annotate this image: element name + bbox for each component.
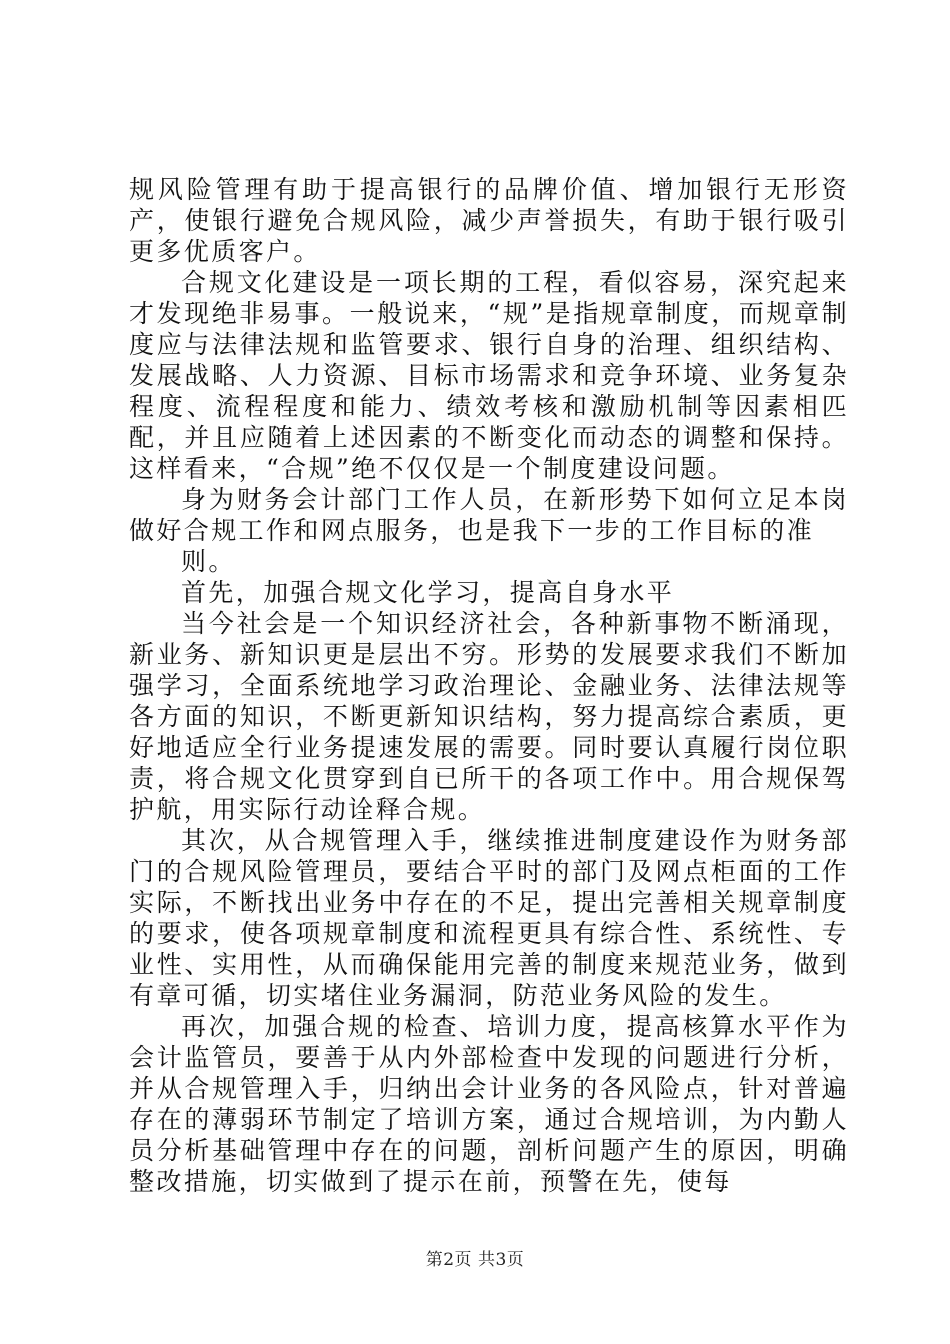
paragraph-learning: 当今社会是一个知识经济社会，各种新事物不断涌现，新业务、新知识更是层出不穷。形势的发展要求我们不断加强学习，全面系统地学习政治理论、金融业务、法律法规等各方面的知识，不断更新知识结构，努力提高综合素质，更好地适应全行业务提速发展的需要。同时要认真履行岗位职责，将合规文化贯穿到自已所干的各项工作中。用合规保驾护航，用实际行动诠释合规。 <box>129 609 849 824</box>
paragraph-continuation: 规风险管理有助于提高银行的品牌价值、增加银行无形资产，使银行避免合规风险，减少声誉损失，有助于银行吸引更多优质客户。 <box>129 175 849 266</box>
document-body <box>129 174 849 1197</box>
paragraph-third-point: 再次，加强合规的检查、培训力度，提高核算水平作为会计监管员，要善于从内外部检查中发现的问题进行分析，并从合规管理入手，归纳出会计业务的各风险点，针对普遍存在的薄弱环节制定了培训方案，通过合规培训，为内勤人员分析基础管理中存在的问题，剖析问题产生的原因，明确整改措施，切实做到了提示在前，预警在先，使每 <box>129 1012 849 1196</box>
heading-first-point: 首先，加强合规文化学习，提高自身水平 <box>181 578 675 607</box>
paragraph-role-intro-end: 则。 <box>181 547 236 576</box>
page-number-footer: 第2页 共3页 <box>425 1250 525 1270</box>
paragraph-compliance-culture: 合规文化建设是一项长期的工程，看似容易，深究起来才发现绝非易事。一般说来，“规”是指规章制度，而规章制度应与法律法规和监管要求、银行自身的治理、组织结构、发展战略、人力资源、目标市场需求和竞争环境、业务复杂程度、流程程度和能力、绩效考核和激励机制等因素相匹配，并且应随着上述因素的不断变化而动态的调整和保持。这样看来，“合规”绝不仅仅是一个制度建设问题。 <box>129 268 849 483</box>
paragraph-second-point: 其次，从合规管理入手，继续推进制度建设作为财务部门的合规风险管理员，要结合平时的部门及网点柜面的工作实际，不断找出业务中存在的不足，提出完善相关规章制度的要求，使各项规章制度和流程更具有综合性、系统性、专业性、实用性，从而确保能用完善的制度来规范业务，做到有章可循，切实堵住业务漏洞，防范业务风险的发生。 <box>129 826 849 1010</box>
paragraph-role-intro: 身为财务会计部门工作人员，在新形势下如何立足本岗做好合规工作和网点服务，也是我下一步的工作目标的准 <box>129 485 849 545</box>
